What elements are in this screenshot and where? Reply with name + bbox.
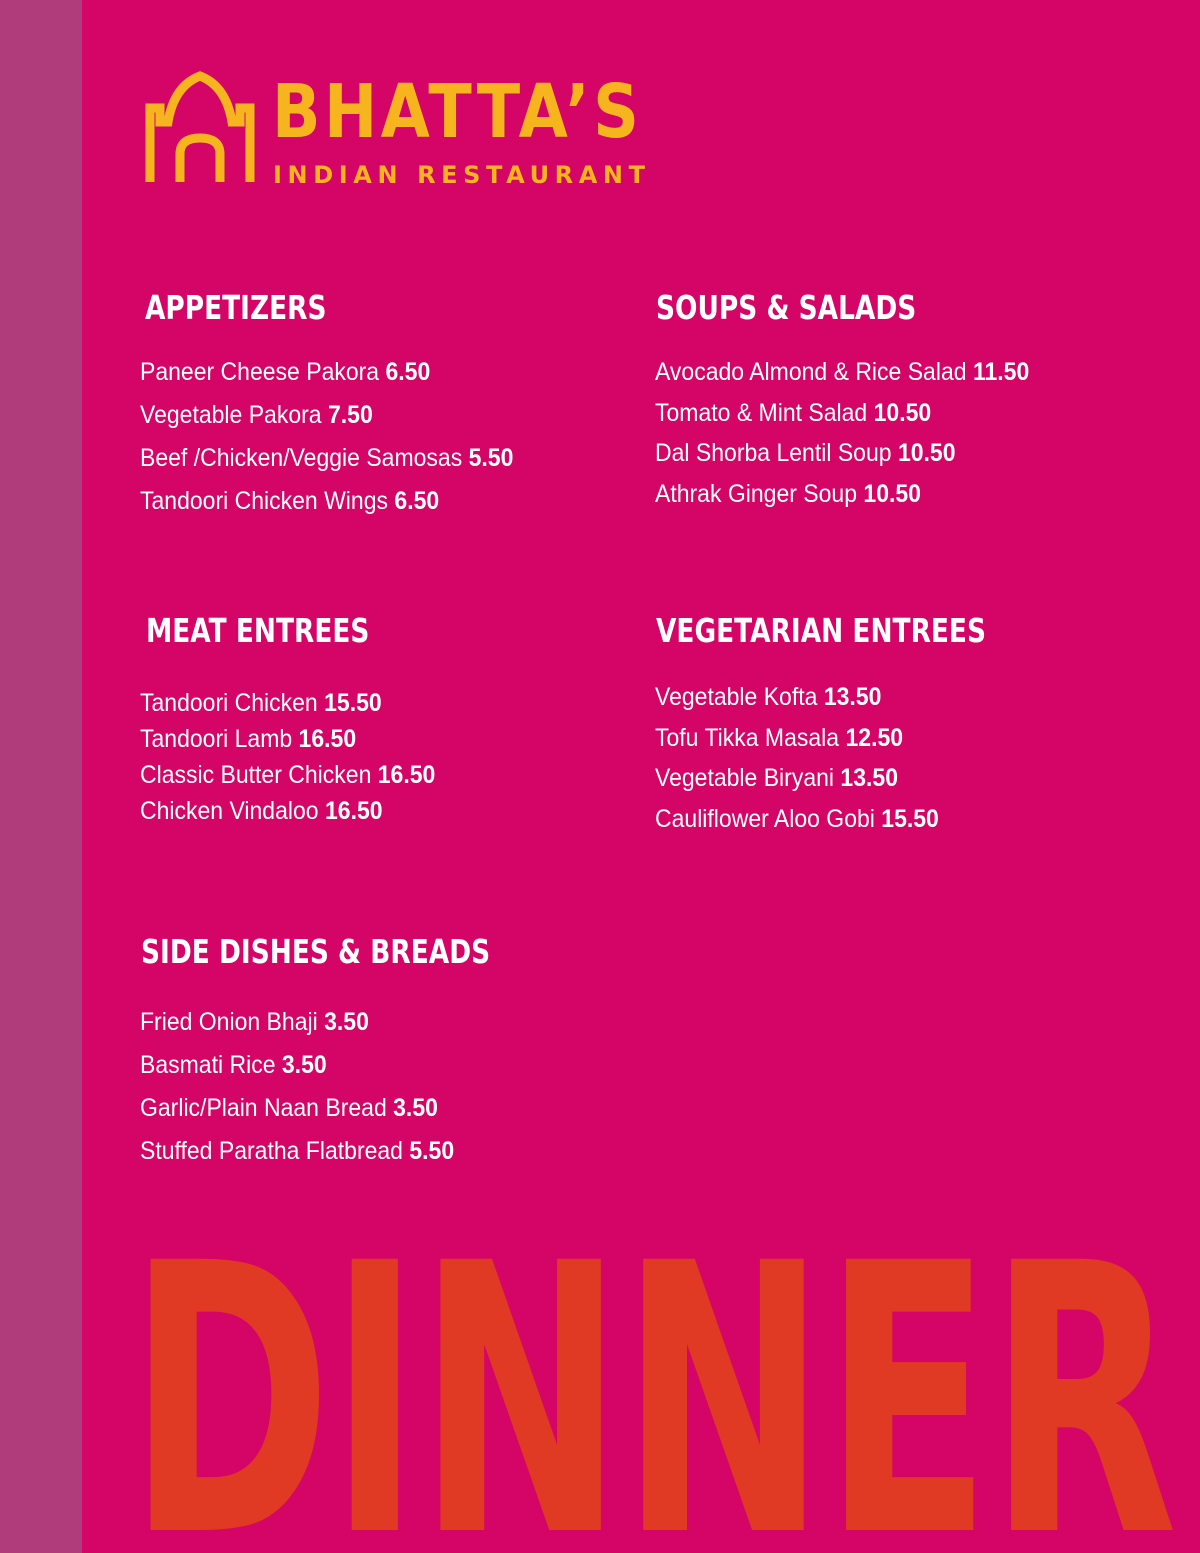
section-title-vegetarian-entrees: VEGETARIAN ENTREES — [656, 611, 986, 650]
section-title-side-dishes: SIDE DISHES & BREADS — [141, 932, 491, 971]
item-name: Cauliflower Aloo Gobi — [655, 804, 875, 833]
item-price: 3.50 — [281, 1051, 327, 1079]
item-price: 13.50 — [823, 683, 882, 711]
menu-item — [140, 1094, 542, 1137]
section-soups-salads — [656, 288, 1062, 520]
menu-item — [140, 1051, 542, 1094]
appetizers-list — [140, 358, 546, 530]
item-name: Vegetable Pakora — [140, 401, 322, 429]
item-price: 5.50 — [409, 1137, 455, 1165]
item-price: 3.50 — [324, 1008, 369, 1036]
item-price: 10.50 — [873, 398, 932, 427]
menu-item — [140, 797, 435, 833]
menu-item — [655, 724, 1035, 765]
menu-item — [140, 1137, 542, 1180]
item-name: Tomato & Mint Salad — [655, 398, 868, 427]
item-price: 13.50 — [840, 764, 898, 792]
side-dishes-list — [140, 1008, 577, 1180]
section-appetizers — [140, 288, 546, 530]
item-name: Chicken Vindaloo — [140, 797, 319, 825]
item-price: 7.50 — [327, 401, 373, 429]
menu-item — [655, 480, 1029, 521]
vegetarian-entrees-list — [655, 683, 1068, 845]
item-price: 16.50 — [377, 761, 436, 789]
soups-salads-list — [655, 358, 1062, 520]
item-price: 10.50 — [863, 479, 921, 508]
item-price: 6.50 — [394, 487, 440, 515]
item-name: Basmati Rice — [140, 1051, 276, 1079]
item-price: 15.50 — [881, 804, 939, 833]
menu-item — [140, 401, 513, 444]
menu-item — [655, 439, 1029, 480]
item-name: Vegetable Kofta — [655, 683, 818, 711]
item-name: Fried Onion Bhaji — [140, 1008, 318, 1036]
item-price: 16.50 — [298, 725, 357, 753]
brand-subtitle: INDIAN RESTAURANT — [273, 161, 651, 189]
item-price: 15.50 — [324, 689, 382, 717]
item-name: Athrak Ginger Soup — [655, 479, 858, 508]
section-meat-entrees — [140, 611, 461, 833]
item-name: Stuffed Paratha Flatbread — [140, 1137, 403, 1165]
side-strip — [0, 0, 82, 1553]
section-vegetarian-entrees — [656, 611, 1068, 845]
menu-item — [140, 725, 435, 761]
item-price: 10.50 — [897, 439, 956, 467]
menu-item — [140, 444, 513, 487]
item-name: Tandoori Lamb — [140, 725, 293, 753]
item-name: Tandoori Chicken Wings — [140, 487, 389, 515]
item-name: Classic Butter Chicken — [140, 761, 372, 789]
item-name: Tandoori Chicken — [140, 689, 318, 717]
menu-item — [140, 761, 435, 797]
item-name: Tofu Tikka Masala — [655, 723, 840, 752]
menu-item — [655, 683, 1035, 724]
item-name: Beef /Chicken/Veggie Samosas — [140, 444, 463, 472]
menu-item — [655, 764, 1035, 805]
temple-dome-icon — [142, 70, 258, 186]
menu-item — [140, 1008, 542, 1051]
item-name: Garlic/Plain Naan Bread — [140, 1094, 387, 1122]
section-side-dishes — [141, 932, 577, 1180]
item-name: Paneer Cheese Pakora — [140, 358, 380, 386]
item-price: 12.50 — [845, 723, 904, 752]
item-price: 6.50 — [385, 358, 431, 386]
item-price: 11.50 — [972, 358, 1030, 386]
item-name: Avocado Almond & Rice Salad — [655, 358, 967, 386]
menu-item — [140, 487, 513, 530]
item-price: 3.50 — [393, 1094, 438, 1122]
dinner-banner — [128, 1232, 1200, 1553]
item-price: 5.50 — [468, 444, 514, 472]
menu-item — [655, 358, 1029, 399]
brand-name: BHATTA’S — [272, 69, 643, 155]
meat-entrees-list — [140, 689, 461, 833]
menu-item — [140, 689, 435, 725]
menu-item — [655, 399, 1029, 440]
dinner-word: DINNER — [128, 1232, 1176, 1553]
section-title-appetizers: APPETIZERS — [145, 288, 327, 327]
menu-item — [140, 358, 513, 401]
section-title-soups-salads: SOUPS & SALADS — [656, 288, 917, 327]
item-name: Vegetable Biryani — [655, 764, 835, 792]
menu-item — [655, 805, 1035, 846]
item-name: Dal Shorba Lentil Soup — [655, 439, 892, 467]
item-price: 16.50 — [324, 797, 383, 825]
section-title-meat-entrees: MEAT ENTREES — [146, 611, 370, 650]
